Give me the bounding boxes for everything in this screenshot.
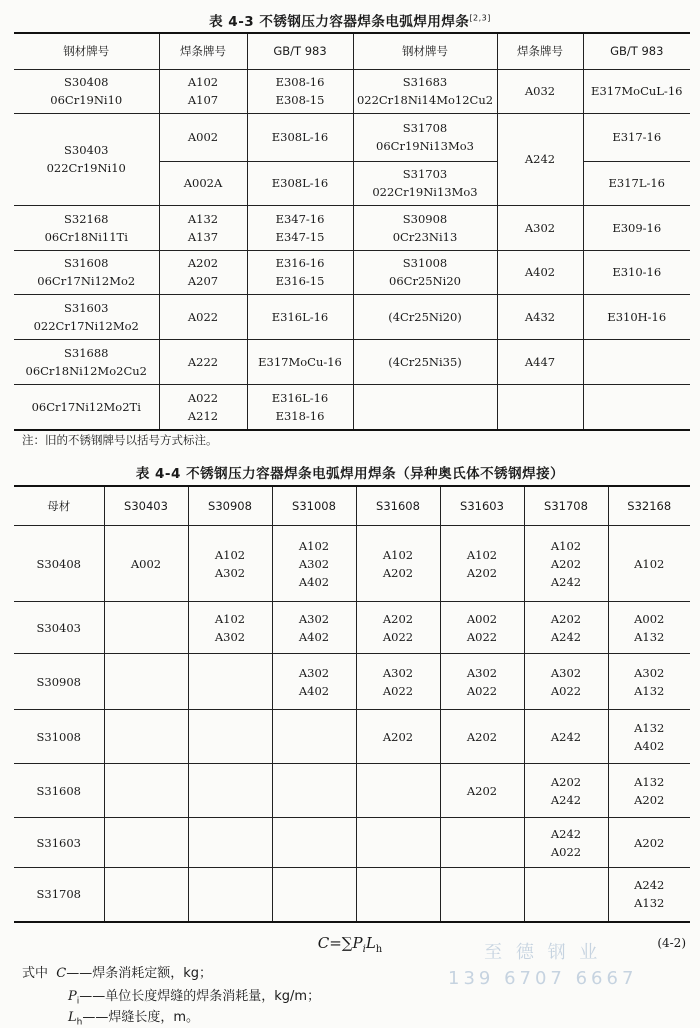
table1-cell: A032 [497, 69, 583, 113]
table1-cell: S31608 06Cr17Ni12Mo2 [14, 250, 159, 294]
electrode-code: A202 [466, 783, 498, 798]
table-row [14, 764, 690, 818]
table1-cell: (4Cr25Ni20) [353, 294, 497, 339]
table2-cell [272, 654, 356, 710]
table1-cell: A102 A107 [159, 69, 247, 113]
table1-cell: A132 A137 [159, 205, 247, 250]
table1-cell: A402 [497, 250, 583, 294]
table1-cell [353, 384, 497, 430]
electrode-code: A302 [214, 629, 246, 644]
table2-base-material: S31608 [14, 764, 104, 818]
table2-cell [356, 818, 440, 868]
table2-caption: 表 4-4 不锈钢压力容器焊条电弧焊用焊条（异种奥氏体不锈钢焊接） [135, 466, 565, 482]
table2-cell [440, 764, 524, 818]
electrode-code: A202 [466, 729, 498, 744]
table-row [14, 113, 690, 161]
table2-cell [272, 764, 356, 818]
table2-cell [272, 602, 356, 654]
electrode-code: A242 [550, 792, 582, 807]
table2-cell [524, 654, 608, 710]
table-row [14, 250, 690, 294]
electrode-code: A402 [298, 629, 330, 644]
table1-cell: S31688 06Cr18Ni12Mo2Cu2 [14, 339, 159, 384]
electrode-code: A202 [382, 565, 414, 580]
table2-cell [524, 868, 608, 922]
table1-header-row [14, 33, 690, 69]
table-row [14, 384, 690, 430]
table2-base-material: S30403 [14, 602, 104, 654]
table1-cell: E316L-16 [247, 294, 353, 339]
table2-header: S31008 [272, 486, 356, 526]
table1-cell [583, 339, 690, 384]
table2-cell [188, 654, 272, 710]
table1-cell: A202 A207 [159, 250, 247, 294]
electrode-code: A242 [634, 878, 665, 893]
table1-note: 注：旧的不锈钢牌号以括号方式标注。 [22, 433, 218, 447]
table1-header: GB/T 983 [583, 33, 690, 69]
formula-def-p: $P_i——$单位长度焊缝的焊条消耗量，kg/m； [68, 989, 321, 1007]
table2-header: S32168 [608, 486, 690, 526]
table-row [14, 294, 690, 339]
electrode-code: A022 [382, 629, 414, 644]
table1-cell: E317-16 [583, 113, 690, 161]
table2-cell [440, 710, 524, 764]
table2-cell [104, 654, 188, 710]
table2-cell [608, 818, 690, 868]
table2-header: S30403 [104, 486, 188, 526]
table1-cell: E309-16 [583, 205, 690, 250]
electrode-code: A102 [214, 611, 246, 626]
electrode-code: A302 [382, 665, 414, 680]
table2-cell [356, 710, 440, 764]
electrode-code: A102 [298, 538, 330, 553]
table1-cell: A432 [497, 294, 583, 339]
table1-cell: E310H-16 [583, 294, 690, 339]
table1-cell: S31008 06Cr25Ni20 [353, 250, 497, 294]
electrode-code: A202 [634, 835, 665, 850]
electrode-code: A202 [466, 565, 498, 580]
table1-header: 钢材牌号 [14, 33, 159, 69]
table2-cell [104, 818, 188, 868]
electrode-code: A132 [634, 629, 665, 644]
table2-cell [608, 868, 690, 922]
table1-cell: E317MoCuL-16 [583, 69, 690, 113]
table1-cell: A022 A212 [159, 384, 247, 430]
table1-caption: 表 4-3 不锈钢压力容器焊条电弧焊用焊条[2,3] [209, 13, 491, 30]
table1-cell: E317L-16 [583, 161, 690, 205]
table2-cell [104, 602, 188, 654]
table1-cell: A002A [159, 161, 247, 205]
table1-steel-electrode-table [14, 32, 690, 431]
table2-cell [440, 602, 524, 654]
table1-cell: E308L-16 [247, 161, 353, 205]
table1-cell: S31708 06Cr19Ni13Mo3 [353, 113, 497, 161]
electrode-code: A302 [298, 611, 330, 626]
table1-header: 焊条牌号 [159, 33, 247, 69]
table2-header: S31608 [356, 486, 440, 526]
table2-base-material: S31008 [14, 710, 104, 764]
table1-header: 钢材牌号 [353, 33, 497, 69]
table1-cell: S31603 022Cr17Ni12Mo2 [14, 294, 159, 339]
formula-number: (4-2) [657, 936, 686, 950]
table2-cell [440, 868, 524, 922]
table1-cell: A302 [497, 205, 583, 250]
table-row [14, 818, 690, 868]
table2-cell [188, 526, 272, 602]
table1-cell: E308-16 E308-15 [247, 69, 353, 113]
table2-cell [608, 710, 690, 764]
electrode-code: A132 [634, 896, 665, 911]
electrode-code: A242 [550, 629, 582, 644]
table2-cell [272, 818, 356, 868]
table2-cell [440, 818, 524, 868]
table2-cell [356, 654, 440, 710]
table1-cell: E310-16 [583, 250, 690, 294]
table2-base-material: S31603 [14, 818, 104, 868]
table1-cell: E308L-16 [247, 113, 353, 161]
table2-cell [608, 526, 690, 602]
table-row [14, 868, 690, 922]
table1-header: GB/T 983 [247, 33, 353, 69]
electrode-code: A402 [298, 574, 330, 589]
table1-cell: A447 [497, 339, 583, 384]
table2-cell [356, 526, 440, 602]
electrode-code: A302 [298, 665, 330, 680]
table2-cell [608, 764, 690, 818]
electrode-code: A132 [634, 720, 665, 735]
table2-cell [524, 764, 608, 818]
electrode-code: A202 [550, 611, 582, 626]
table1-cell: (4Cr25Ni35) [353, 339, 497, 384]
electrode-code: A202 [382, 611, 414, 626]
table1-cell: S32168 06Cr18Ni11Ti [14, 205, 159, 250]
table1-cell: S30403 022Cr19Ni10 [14, 113, 159, 205]
table2-cell [104, 868, 188, 922]
table1-cell [497, 384, 583, 430]
electrode-code: A002 [466, 611, 498, 626]
electrode-code: A022 [550, 683, 582, 698]
electrode-code: A132 [634, 774, 665, 789]
electrode-code: A242 [550, 826, 582, 841]
table2-cell [104, 710, 188, 764]
electrode-code: A402 [298, 683, 330, 698]
formula-def-l: $L_h——$焊缝长度，m。 [68, 1010, 200, 1028]
electrode-code: A242 [550, 574, 582, 589]
electrode-code: A102 [550, 538, 582, 553]
table2-cell [608, 654, 690, 710]
watermark [448, 940, 637, 992]
table2-cell [524, 602, 608, 654]
table2-cell [524, 526, 608, 602]
table2-base-material: S31708 [14, 868, 104, 922]
table2-cell [104, 526, 188, 602]
table2-cell [440, 526, 524, 602]
table1-cell: E316L-16 E318-16 [247, 384, 353, 430]
table2-cell [188, 602, 272, 654]
electrode-code: A002 [130, 556, 162, 571]
electrode-code: A022 [466, 629, 498, 644]
table2-cell [188, 710, 272, 764]
table2-cell [188, 764, 272, 818]
electrode-code: A202 [550, 556, 582, 571]
table-row [14, 710, 690, 764]
table2-cell [440, 654, 524, 710]
electrode-code: A102 [214, 547, 246, 562]
electrode-code: A242 [550, 729, 582, 744]
electrode-code: A102 [382, 547, 414, 562]
electrode-code: A102 [466, 547, 498, 562]
table1-cell: E317MoCu-16 [247, 339, 353, 384]
electrode-code: A132 [634, 683, 665, 698]
table1-cell: S31703 022Cr19Ni13Mo3 [353, 161, 497, 205]
electrode-code: A302 [550, 665, 582, 680]
formula-4-2: $C=\sum P_iL_h$ [317, 934, 383, 955]
table2-cell [356, 868, 440, 922]
table1-cell: 06Cr17Ni12Mo2Ti [14, 384, 159, 430]
electrode-code: A302 [298, 556, 330, 571]
electrode-code: A302 [466, 665, 498, 680]
table2-header: S30908 [188, 486, 272, 526]
electrode-code: A302 [214, 565, 246, 580]
table2-cell [608, 602, 690, 654]
table2-cell [272, 868, 356, 922]
table-row [14, 339, 690, 384]
table-row [14, 205, 690, 250]
table-row [14, 654, 690, 710]
table2-header: S31603 [440, 486, 524, 526]
table1-cell: A222 [159, 339, 247, 384]
table2-dissimilar-steel-table [14, 485, 690, 923]
table-row [14, 602, 690, 654]
table-row [14, 69, 690, 113]
table1-cell: A242 [497, 113, 583, 205]
watermark-name: 至 德 钢 业 [484, 942, 602, 963]
table2-cell [272, 526, 356, 602]
electrode-code: A402 [634, 738, 665, 753]
watermark-phone: 139 6707 6667 [448, 968, 638, 989]
table2-cell [188, 868, 272, 922]
formula-def-c: 式中 C——焊条消耗定额，kg； [22, 966, 213, 981]
electrode-code: A022 [382, 683, 414, 698]
table1-header: 焊条牌号 [497, 33, 583, 69]
electrode-code: A302 [634, 665, 665, 680]
electrode-code: A202 [382, 729, 414, 744]
table2-cell [524, 710, 608, 764]
table2-cell [188, 818, 272, 868]
table1-cell: A002 [159, 113, 247, 161]
table2-cell [356, 602, 440, 654]
table2-header-row [14, 486, 690, 526]
electrode-code: A022 [466, 683, 498, 698]
table1-cell: S30908 0Cr23Ni13 [353, 205, 497, 250]
electrode-code: A202 [634, 792, 665, 807]
electrode-code: A002 [634, 611, 665, 626]
table2-base-material: S30908 [14, 654, 104, 710]
table2-base-material: S30408 [14, 526, 104, 602]
table2-header: 母材 [14, 486, 104, 526]
table2-cell [524, 818, 608, 868]
table2-cell [104, 764, 188, 818]
table1-cell: A022 [159, 294, 247, 339]
electrode-code: A202 [550, 774, 582, 789]
table-row [14, 526, 690, 602]
table1-cell: E347-16 E347-15 [247, 205, 353, 250]
table2-cell [272, 710, 356, 764]
table1-cell: S31683 022Cr18Ni14Mo12Cu2 [353, 69, 497, 113]
table1-cell [583, 384, 690, 430]
table2-cell [356, 764, 440, 818]
table2-header: S31708 [524, 486, 608, 526]
table1-cell: E316-16 E316-15 [247, 250, 353, 294]
electrode-code: A022 [550, 844, 582, 859]
electrode-code: A102 [634, 556, 665, 571]
table1-cell: S30408 06Cr19Ni10 [14, 69, 159, 113]
